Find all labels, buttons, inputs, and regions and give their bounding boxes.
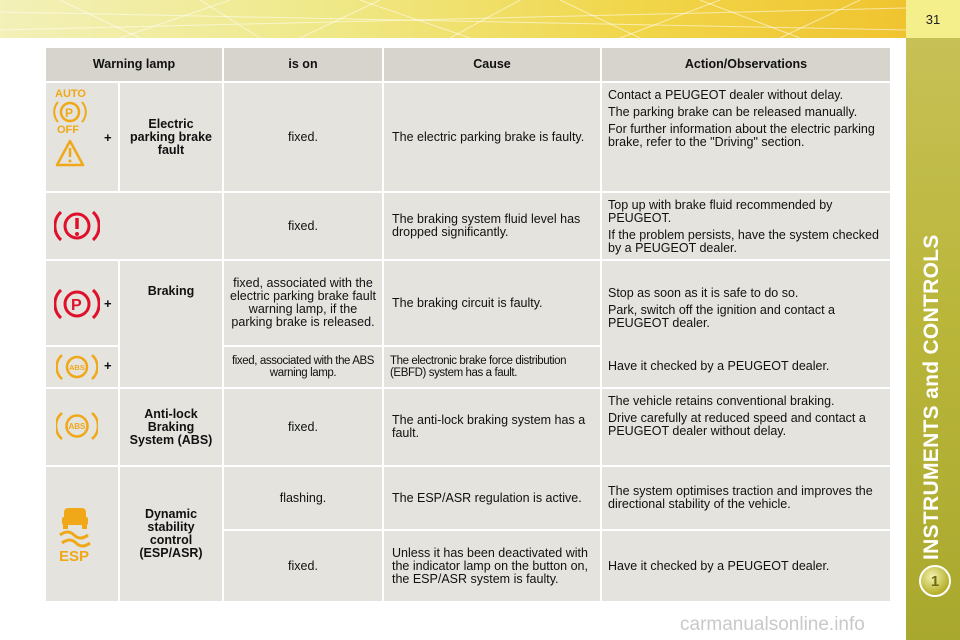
abs-is-on: fixed.: [224, 389, 382, 465]
parking-brake-icon: [52, 85, 104, 185]
brake-circuit-cause: The braking circuit is faulty.: [384, 261, 600, 345]
ebfd-is-on: fixed, associated with the ABS warning lamp.: [224, 347, 382, 387]
observation-text: Top up with brake fluid recommended by PEUGEOT.: [608, 198, 833, 225]
auto-label: AUTO: [55, 88, 86, 100]
esp-flashing-is-on: flashing.: [224, 467, 382, 529]
parking-cause: The electric parking brake is faulty.: [384, 83, 600, 191]
chapter-title: INSTRUMENTS and CONTROLS: [920, 234, 943, 560]
esp-fixed-observations: Have it checked by a PEUGEOT dealer.: [602, 531, 890, 601]
parking-observations: [602, 83, 890, 191]
header-cause: Cause: [384, 48, 600, 81]
brake-fluid-icon-cell: [46, 193, 222, 259]
esp-icon: [56, 505, 100, 565]
observation-text: The parking brake can be released manually.: [608, 105, 858, 119]
watermark: carmanualsonline.info: [680, 614, 865, 635]
parking-icon-cell: [46, 83, 118, 191]
svg-text:P: P: [71, 297, 82, 314]
parking-is-on: fixed.: [224, 83, 382, 191]
header-action: Action/Observations: [602, 48, 890, 81]
header-is-on: is on: [224, 48, 382, 81]
brake-fluid-is-on: fixed.: [224, 193, 382, 259]
esp-fixed-cause: Unless it has been deactivated with the indicator lamp on the button on, the ESP/ASR system is faulty.: [384, 531, 600, 601]
abs-label: ABS: [68, 422, 86, 431]
abs-observations: [602, 389, 890, 465]
abs-warning-icon: [56, 409, 98, 443]
esp-flashing-observations: The system optimises traction and improves the directional stability of the vehicle.: [602, 467, 890, 529]
brake-circuit-is-on: fixed, associated with the electric parking brake fault warning lamp, if the parking brake is released.: [224, 261, 382, 345]
plus-sign: +: [104, 296, 112, 311]
esp-fixed-is-on: fixed.: [224, 531, 382, 601]
abs-lamp-name: Anti-lock Braking System (ABS): [120, 389, 222, 465]
observation-text: Drive carefully at reduced speed and contact a PEUGEOT dealer without delay.: [608, 411, 866, 438]
svg-text:P: P: [65, 106, 74, 120]
chapter-badge: 1: [919, 565, 951, 597]
ebfd-icon-cell: [46, 347, 118, 387]
esp-flashing-cause: The ESP/ASR regulation is active.: [384, 467, 600, 529]
brake-fluid-observations: [602, 193, 890, 259]
esp-label: ESP: [59, 548, 90, 565]
header-warning-lamp: Warning lamp: [46, 48, 222, 81]
esp-icon-cell: [46, 467, 118, 601]
braking-lamp-name: Braking: [120, 261, 222, 387]
parking-brake-red-icon: [54, 285, 100, 323]
brake-warning-icon: [54, 207, 100, 245]
observation-text: If the problem persists, have the system checked by a PEUGEOT dealer.: [608, 228, 879, 255]
observation-text: The vehicle retains conventional braking.: [608, 394, 835, 408]
brake-circuit-observations: [602, 261, 890, 387]
ebfd-cause: The electronic brake force distribution (EBFD) system has a fault.: [384, 347, 600, 387]
header-banner: [0, 0, 906, 38]
observation-text: Stop as soon as it is safe to do so.: [608, 286, 799, 300]
esp-lamp-name: Dynamic stability control (ESP/ASR): [120, 467, 222, 601]
chapter-sidebar: [906, 0, 960, 640]
plus-sign: +: [104, 130, 112, 145]
parking-lamp-name: Electric parking brake fault: [120, 83, 222, 191]
warning-lamp-table: [44, 46, 892, 604]
abs-amber-icon: [56, 351, 98, 383]
off-label: OFF: [57, 124, 79, 136]
brake-circuit-icon-cell: [46, 261, 118, 345]
plus-sign: +: [104, 358, 112, 373]
observation-text: Contact a PEUGEOT dealer without delay.: [608, 88, 844, 102]
observation-text: Park, switch off the ignition and contact a PEUGEOT dealer.: [608, 303, 835, 330]
page-number: 31: [906, 0, 960, 38]
observation-text: For further information about the electric parking brake, refer to the "Driving" section.: [608, 122, 875, 149]
abs-label: ABS: [69, 363, 85, 372]
abs-cause: The anti-lock braking system has a fault.: [384, 389, 600, 465]
brake-fluid-cause: The braking system fluid level has dropped significantly.: [384, 193, 600, 259]
abs-icon-cell: [46, 389, 118, 465]
banner-pattern: [0, 0, 906, 38]
observation-text: Have it checked by a PEUGEOT dealer.: [608, 359, 830, 373]
